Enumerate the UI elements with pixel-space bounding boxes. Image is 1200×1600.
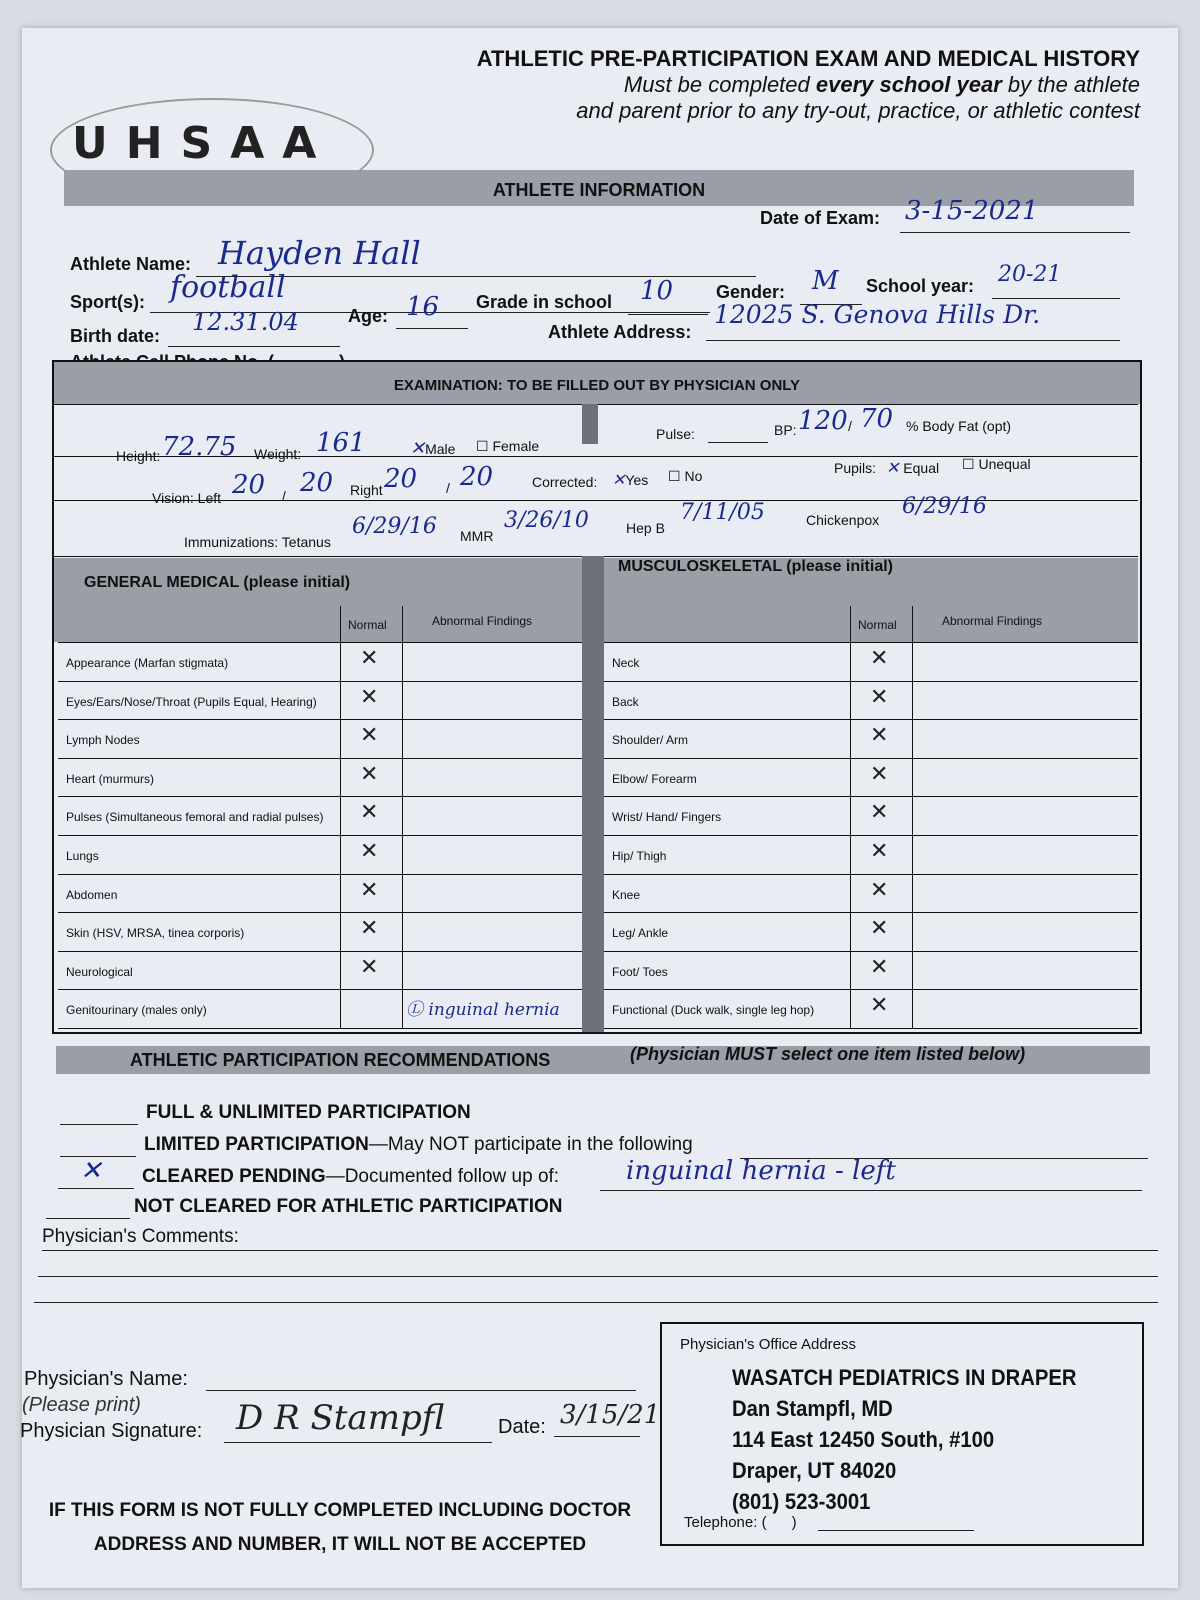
- grade-line: [628, 314, 708, 315]
- table-row-divider: [58, 951, 590, 952]
- corrected-yes[interactable]: [612, 470, 648, 489]
- please-print-label: (Please print): [22, 1394, 141, 1416]
- msk-normal-mark[interactable]: ✕: [870, 646, 889, 671]
- subtitle-part: Must be completed: [623, 72, 816, 97]
- exam-center-divider: [582, 404, 598, 444]
- general-row-label: Genitourinary (males only): [66, 1003, 207, 1018]
- checkbox-icon: ☐: [668, 468, 681, 484]
- comments-line-2[interactable]: [38, 1276, 1158, 1277]
- unequal-label: Unequal: [978, 456, 1031, 472]
- msk-row-label: Hip/ Thigh: [612, 849, 667, 863]
- school-year-value[interactable]: 20-21: [998, 262, 1062, 287]
- immunizations-label: Immunizations: Tetanus: [184, 534, 331, 550]
- general-row-label: Pulses (Simultaneous femoral and radial pulses): [66, 810, 324, 825]
- table-row-divider: [604, 681, 1138, 682]
- msk-normal-header: Normal: [858, 618, 897, 632]
- msk-row-label: Wrist/ Hand/ Fingers: [612, 810, 722, 825]
- general-normal-mark[interactable]: ✕: [360, 761, 379, 787]
- school-year-label: School year:: [866, 276, 975, 296]
- athlete-info-bar: ATHLETE INFORMATION: [64, 170, 1134, 206]
- table-row-divider: [58, 796, 590, 797]
- cleared-pending-blank[interactable]: [58, 1188, 134, 1189]
- general-normal-mark[interactable]: ✕: [360, 646, 379, 671]
- general-normal-mark[interactable]: ✕: [360, 839, 379, 864]
- telephone-label: [684, 1514, 797, 1531]
- general-row-label: Skin (HSV, MRSA, tinea corporis): [66, 926, 245, 941]
- physician-signature-label: Physician Signature:: [20, 1420, 203, 1442]
- grade-value[interactable]: 10: [640, 276, 674, 306]
- gender-label: Gender:: [716, 282, 786, 302]
- date-of-exam-value[interactable]: 3-15-2021: [905, 196, 1039, 226]
- comments-line-3[interactable]: [34, 1302, 1158, 1303]
- checkbox-icon: ☐: [476, 438, 489, 454]
- msk-normal-mark[interactable]: ✕: [870, 800, 889, 826]
- height-label: Height:: [116, 448, 161, 464]
- footer-line-2: ADDRESS AND NUMBER, IT WILL NOT BE ACCEPTED: [93, 1534, 587, 1555]
- general-column-divider: [402, 606, 403, 1028]
- chickenpox-label: Chickenpox: [806, 512, 880, 528]
- physician-signature: D R Stampfl: [236, 1398, 445, 1438]
- msk-row-label: Neck: [612, 656, 640, 670]
- general-finding[interactable]: Ⓛ inguinal hernia: [406, 1000, 560, 1021]
- table-row-divider: [604, 912, 1138, 913]
- cleared-pending-mark: ✕: [80, 1156, 102, 1186]
- hepb-value[interactable]: 7/11/05: [680, 500, 765, 525]
- telephone-line[interactable]: [818, 1530, 974, 1531]
- date-of-exam-line: [900, 232, 1130, 233]
- physician-date-label: Date:: [498, 1416, 546, 1438]
- office-address-label: Physician's Office Address: [680, 1336, 857, 1353]
- general-normal-mark[interactable]: ✕: [360, 916, 379, 942]
- equal-label: Equal: [903, 460, 940, 476]
- gender-value[interactable]: M: [812, 266, 839, 296]
- general-row-label: Lungs: [66, 849, 99, 863]
- check-mark-icon: ✕: [886, 458, 900, 477]
- mmr-value[interactable]: 3/26/10: [504, 508, 589, 533]
- logo-text: UHSAA: [72, 118, 335, 169]
- telephone-paren: ): [791, 1514, 797, 1531]
- grade-label: Grade in school: [476, 292, 613, 312]
- msk-normal-mark[interactable]: ✕: [870, 877, 889, 903]
- no-label: No: [684, 468, 703, 484]
- physician-date-line[interactable]: [554, 1436, 640, 1437]
- pupils-label: Pupils:: [834, 460, 877, 476]
- vision-left-2[interactable]: 20: [300, 468, 334, 498]
- chickenpox-value[interactable]: 6/29/16: [902, 494, 987, 519]
- table-row-divider: [58, 758, 590, 759]
- table-row-divider: [604, 796, 1138, 797]
- general-normal-mark[interactable]: ✕: [360, 877, 379, 903]
- general-abnormal-header: Abnormal Findings: [432, 614, 533, 628]
- general-normal-mark[interactable]: ✕: [360, 954, 379, 980]
- general-row-label: Neurological: [66, 964, 133, 979]
- vision-left-label: Vision: Left: [152, 490, 222, 506]
- limited-participation-label: LIMITED PARTICIPATION: [144, 1134, 369, 1155]
- general-row-label: Abdomen: [66, 887, 118, 902]
- address-label: Athlete Address:: [548, 322, 692, 342]
- office-doctor: Dan Stampfl, MD: [732, 1396, 893, 1421]
- office-stamp: [732, 1362, 1076, 1517]
- vision-right-2[interactable]: 20: [460, 462, 494, 492]
- age-line: [396, 328, 468, 329]
- subtitle-emphasis: every school year: [815, 72, 1002, 97]
- form-subtitle-2: and parent prior to any try-out, practice, or athletic contest: [576, 98, 1140, 123]
- msk-abnormal-header: Abnormal Findings: [942, 614, 1043, 628]
- general-row-label: Eyes/Ears/Nose/Throat (Pupils Equal, Hearing): [66, 694, 317, 709]
- msk-normal-mark[interactable]: ✕: [870, 684, 889, 710]
- msk-normal-mark[interactable]: ✕: [870, 916, 889, 942]
- general-normal-mark[interactable]: ✕: [360, 800, 379, 826]
- form-title-block: [380, 46, 1140, 124]
- check-mark-icon: ✕: [410, 438, 426, 459]
- pulse-label: Pulse:: [656, 426, 695, 442]
- athlete-name-value[interactable]: Hayden Hall: [218, 234, 421, 272]
- table-row-divider: [58, 989, 590, 990]
- footer-line-1: IF THIS FORM IS NOT FULLY COMPLETED INCLUDING DOCTOR: [48, 1500, 632, 1521]
- comments-label: Physician's Comments:: [42, 1226, 239, 1247]
- table-row-divider: [58, 719, 590, 720]
- table-row-divider: [58, 642, 590, 643]
- msk-normal-mark[interactable]: ✕: [870, 723, 889, 749]
- yes-label: Yes: [625, 472, 649, 488]
- msk-normal-mark[interactable]: ✕: [870, 993, 889, 1019]
- table-row-divider: [604, 642, 1138, 643]
- hepb-label: Hep B: [626, 520, 665, 536]
- signature-line[interactable]: [224, 1442, 492, 1443]
- general-row-label: Appearance (Marfan stigmata): [66, 656, 229, 670]
- msk-row-label: Back: [612, 694, 639, 709]
- general-row-label: Lymph Nodes: [66, 733, 140, 748]
- corrected-no[interactable]: [668, 468, 702, 485]
- weight-value[interactable]: 161: [316, 428, 366, 458]
- msk-row-label: Shoulder/ Arm: [612, 733, 689, 748]
- birth-date-label: Birth date:: [70, 326, 160, 346]
- table-row-divider: [604, 719, 1138, 720]
- office-name: WASATCH PEDIATRICS IN DRAPER: [732, 1365, 1077, 1390]
- not-cleared-option: [134, 1196, 563, 1218]
- athlete-name-label: Athlete Name:: [70, 254, 192, 274]
- subtitle-part: by the athlete: [1001, 72, 1140, 97]
- female-checkbox[interactable]: [476, 438, 539, 455]
- examination-bar: EXAMINATION: TO BE FILLED OUT BY PHYSICIAN ONLY: [54, 362, 1140, 404]
- msk-normal-mark[interactable]: ✕: [870, 761, 889, 787]
- msk-column-divider: [912, 606, 913, 1028]
- vision-right-1[interactable]: 20: [384, 464, 418, 494]
- check-mark-icon: ✕: [612, 470, 626, 489]
- full-participation-blank[interactable]: [60, 1124, 138, 1125]
- table-row-divider: [58, 681, 590, 682]
- vision-right-label: Right: [350, 482, 383, 498]
- female-label: Female: [492, 438, 540, 454]
- table-row-divider: [604, 1028, 1138, 1029]
- pupils-unequal[interactable]: [962, 456, 1031, 473]
- checkbox-icon: ☐: [962, 456, 975, 472]
- vision-left-1[interactable]: 20: [232, 470, 266, 500]
- corrected-label: Corrected:: [532, 474, 598, 490]
- bp-label: BP:: [774, 422, 797, 438]
- general-normal-header: Normal: [348, 618, 387, 632]
- physician-name-line[interactable]: [206, 1390, 636, 1391]
- msk-row-label: Leg/ Ankle: [612, 926, 669, 941]
- office-street: 114 East 12450 South, #100: [732, 1427, 995, 1452]
- general-row-label: Heart (murmurs): [66, 771, 155, 786]
- general-normal-mark[interactable]: ✕: [360, 684, 379, 710]
- table-row-divider: [58, 912, 590, 913]
- birth-date-line: [168, 346, 340, 347]
- table-row-divider: [604, 874, 1138, 875]
- birth-date-value[interactable]: 12.31.04: [192, 308, 299, 336]
- msk-row-label: Functional (Duck walk, single leg hop): [612, 1003, 815, 1018]
- age-label: Age:: [348, 306, 388, 326]
- age-value[interactable]: 16: [406, 292, 440, 322]
- comments-line-1[interactable]: [42, 1250, 1158, 1251]
- mmr-label: MMR: [460, 528, 494, 544]
- msk-normal-mark[interactable]: ✕: [870, 839, 889, 864]
- table-row-divider: [604, 758, 1138, 759]
- address-value[interactable]: 12025 S. Genova Hills Dr.: [714, 300, 1041, 329]
- musculoskeletal-title: MUSCULOSKELETAL (please initial): [618, 558, 893, 575]
- physician-name-label: Physician's Name:: [24, 1368, 188, 1390]
- cleared-pending-text: —Documented follow up of:: [325, 1166, 560, 1187]
- table-row-divider: [58, 1028, 590, 1029]
- table-row-divider: [58, 874, 590, 875]
- msk-row-label: Elbow/ Forearm: [612, 771, 697, 786]
- date-of-exam-label: Date of Exam:: [760, 208, 881, 228]
- school-year-line: [992, 298, 1120, 299]
- cleared-pending-line: [600, 1190, 1142, 1191]
- physician-office-box: [660, 1322, 1144, 1546]
- full-participation-option: [146, 1102, 471, 1124]
- cleared-pending-value[interactable]: inguinal hernia - left: [626, 1156, 896, 1186]
- bp-systolic-value[interactable]: 120: [798, 406, 848, 436]
- msk-normal-mark[interactable]: ✕: [870, 954, 889, 980]
- height-value[interactable]: 72.75: [162, 432, 237, 462]
- form-subtitle-1: [380, 72, 1140, 98]
- msk-row-label: Foot/ Toes: [612, 964, 668, 979]
- general-normal-mark[interactable]: ✕: [360, 723, 379, 749]
- recommendations-note: (Physician MUST select one item listed below): [630, 1044, 1026, 1064]
- table-row-divider: [604, 835, 1138, 836]
- table-row-divider: [58, 835, 590, 836]
- physician-date-value[interactable]: 3/15/21: [560, 1400, 661, 1430]
- office-phone: (801) 523-3001: [732, 1489, 871, 1514]
- vision-slash: /: [282, 488, 286, 504]
- table-center-divider: [582, 556, 604, 1032]
- limited-participation-option: [144, 1134, 693, 1156]
- table-row-divider: [604, 989, 1138, 990]
- table-row-divider: [604, 951, 1138, 952]
- vision-slash: /: [446, 480, 450, 496]
- msk-row-label: Knee: [612, 887, 641, 902]
- not-cleared-label: NOT CLEARED FOR ATHLETIC PARTICIPATION: [134, 1196, 563, 1217]
- sport-label: Sport(s):: [70, 292, 145, 312]
- bp-diastolic-value[interactable]: 70: [860, 404, 894, 434]
- sport-value[interactable]: football: [170, 270, 286, 305]
- not-cleared-blank[interactable]: [46, 1218, 130, 1219]
- footer-warning: [40, 1494, 640, 1562]
- cleared-pending-option: [142, 1166, 559, 1188]
- recommendations-title: ATHLETIC PARTICIPATION RECOMMENDATIONS: [130, 1050, 551, 1070]
- telephone-label-text: Telephone: (: [684, 1514, 767, 1531]
- office-city: Draper, UT 84020: [732, 1458, 897, 1483]
- body-fat-label: % Body Fat (opt): [906, 418, 1012, 434]
- pulse-line: [708, 442, 768, 443]
- pupils-equal[interactable]: [886, 458, 939, 477]
- general-medical-title: GENERAL MEDICAL (please initial): [84, 574, 351, 591]
- bp-slash: /: [848, 418, 852, 434]
- tetanus-value[interactable]: 6/29/16: [352, 514, 437, 539]
- cleared-pending-label: CLEARED PENDING: [142, 1166, 326, 1187]
- weight-label: Weight:: [254, 446, 302, 462]
- limited-participation-text: —May NOT participate in the following: [368, 1134, 693, 1155]
- general-column-divider: [340, 606, 341, 1028]
- address-line: [706, 340, 1120, 341]
- msk-column-divider: [850, 606, 851, 1028]
- male-label: Male: [425, 441, 456, 457]
- full-participation-label: FULL & UNLIMITED PARTICIPATION: [146, 1102, 471, 1123]
- form-title: ATHLETIC PRE-PARTICIPATION EXAM AND MEDICAL HISTORY: [476, 46, 1140, 71]
